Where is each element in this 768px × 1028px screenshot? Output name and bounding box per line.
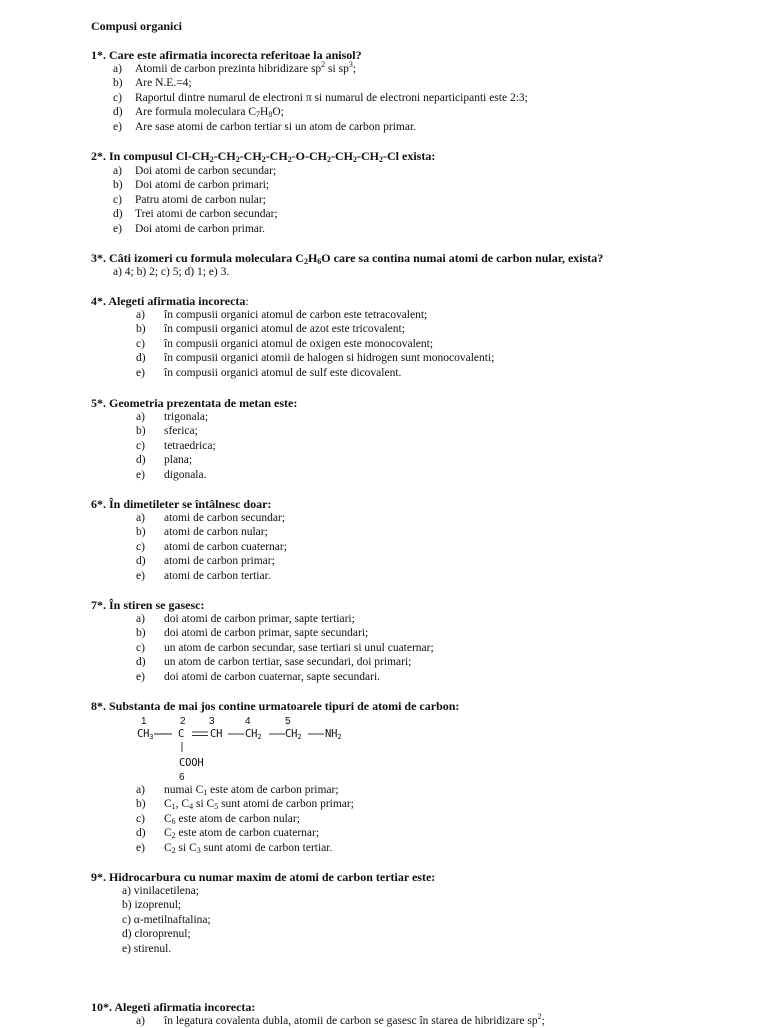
carbon-number-1: 1: [141, 716, 147, 727]
document-title: Compusi organici: [91, 19, 183, 33]
option-text: digonala.: [164, 468, 207, 481]
option-text: atomi de carbon secundar;: [164, 512, 286, 524]
option-letter: b): [136, 323, 146, 336]
option-text: atomi de carbon tertiar.: [164, 569, 271, 582]
option-item: [136, 424, 216, 438]
option-item: b) izoprenul;: [122, 899, 182, 912]
question-1-options: [113, 62, 528, 134]
option-item: [136, 322, 494, 336]
option-letter: b): [136, 526, 146, 539]
option-item: [136, 366, 494, 380]
option-text: Raportul dintre numarul de electroni π si numarul de electroni neparticipanti este 2:3;: [135, 91, 528, 104]
option-letter: a): [136, 613, 145, 625]
option-text: sferica;: [164, 425, 198, 438]
option-item: [113, 91, 528, 105]
option-text: Trei atomi de carbon secundar;: [135, 208, 278, 221]
question-7-options: [136, 612, 434, 684]
option-text: Are sase atomi de carbon tertiar si un atom de carbon primar.: [135, 120, 417, 133]
option-item: [136, 540, 287, 554]
option-item: [136, 783, 354, 797]
option-item: [136, 468, 216, 482]
option-item: d) cloroprenul;: [122, 928, 191, 941]
option-text: în legatura covalenta dubla, atomii de carbon se gasesc în starea de hibridizare $sp^2$;: [164, 1012, 545, 1027]
option-text: Atomii de carbon prezinta hibridizare $sp^2$ si $sp^3$;: [135, 60, 357, 75]
question-3-answers: a) 4; b) 2; c) 5; d) 1; e) 3.: [113, 266, 230, 278]
option-item: [136, 511, 287, 525]
option-text: Doi atomi de carbon primar.: [135, 222, 265, 235]
question-4-heading: 4*. Alegeti afirmatia incorecta:: [91, 294, 249, 308]
question-6-heading: 6*. În dimetileter se întâlnesc doar:: [91, 497, 272, 511]
option-letter: a): [136, 411, 145, 423]
option-item: [136, 641, 434, 655]
option-letter: a): [136, 309, 145, 321]
option-text: un atom de carbon secundar, sase tertiari si unul cuaternar;: [164, 641, 434, 654]
option-letter: c): [113, 193, 122, 206]
option-item: [136, 812, 354, 826]
option-letter: b): [113, 77, 123, 90]
carbon-number-4: 4: [245, 716, 251, 727]
option-letter: e): [136, 366, 145, 379]
option-item: c) α-metilnaftalina;: [122, 913, 211, 926]
question-8-options: [136, 783, 354, 855]
option-item: [113, 193, 278, 207]
option-text: atomi de carbon primar;: [164, 555, 275, 568]
option-text: Patru atomi de carbon nular;: [135, 193, 266, 206]
option-letter: e): [113, 222, 122, 235]
option-letter: e): [136, 841, 145, 854]
structural-formula: [132, 715, 362, 787]
option-item: [136, 337, 494, 351]
option-text: doi atomi de carbon cuaternar, sapte secundari.: [164, 670, 381, 683]
option-letter: b): [136, 425, 146, 438]
option-item: [136, 655, 434, 669]
option-item: [136, 626, 434, 640]
carbon-number-3: 3: [209, 716, 215, 727]
option-item: [136, 453, 216, 467]
option-letter: b): [113, 179, 123, 192]
option-text: atomi de carbon nular;: [164, 526, 268, 539]
question-5-options: [136, 410, 216, 482]
option-text: în compusii organici atomii de halogen si hidrogen sunt monocovalenti;: [164, 352, 495, 365]
option-item: [136, 351, 494, 365]
option-item: [136, 841, 354, 855]
carbon-number-5: 5: [285, 716, 291, 727]
option-letter: c): [136, 812, 145, 825]
option-item: [113, 105, 528, 119]
option-item: [136, 1014, 545, 1028]
option-item: [113, 207, 278, 221]
question-8-heading: 8*. Substanta de mai jos contine urmatoarele tipuri de atomi de carbon:: [91, 699, 460, 713]
question-9-heading: 9*. Hidrocarbura cu numar maxim de atomi de carbon tertiar este:: [91, 870, 436, 884]
option-item: [136, 554, 287, 568]
option-text: doi atomi de carbon primar, sapte tertiari;: [164, 613, 355, 625]
option-text: $C_2$ si $C_3$ sunt atomi de carbon tertiar.: [164, 841, 333, 855]
option-letter: e): [136, 670, 145, 683]
option-text: $C_1$, $C_4$ si $C_5$ sunt atomi de carbon primar;: [164, 798, 354, 812]
option-letter: d): [136, 555, 146, 568]
question-10-options: [136, 1014, 545, 1028]
option-letter: a): [113, 165, 122, 177]
option-letter: a): [136, 1015, 145, 1027]
option-item: [136, 410, 216, 424]
option-text: în compusii organici atomul de oxigen este monocovalent;: [164, 337, 434, 350]
question-7-heading: 7*. În stiren se gasesc:: [91, 598, 205, 612]
option-letter: b): [136, 798, 146, 811]
question-2-heading: 2*. In compusul $Cl-CH_2-CH_2-CH_2-CH_2-O-CH_2-CH_2-CH_2-Cl$ exista:: [91, 149, 436, 164]
group-ch2-first: $CH_2$: [245, 728, 262, 741]
option-text: atomi de carbon cuaternar;: [164, 540, 287, 553]
group-c: C: [178, 728, 185, 740]
option-text: $C_6$ este atom de carbon nular;: [164, 812, 300, 826]
option-letter: b): [136, 627, 146, 640]
option-item: e) stirenul.: [122, 942, 172, 955]
option-letter: d): [136, 827, 146, 840]
option-item: [136, 612, 434, 626]
option-text: un atom de carbon tertiar, sase secundari, doi primari;: [164, 656, 412, 669]
option-item: a) vinilacetilena;: [122, 885, 199, 897]
option-text: trigonala;: [164, 411, 209, 423]
group-ch3: $CH_3$: [137, 728, 154, 741]
option-text: doi atomi de carbon primar, sapte secundari;: [164, 627, 369, 640]
question-9-options: [122, 884, 211, 956]
option-letter: c): [136, 337, 145, 350]
option-item: [136, 569, 287, 583]
option-letter: a): [136, 784, 145, 796]
question-2-options: [113, 164, 278, 236]
option-letter: c): [113, 91, 122, 104]
option-letter: d): [136, 454, 146, 467]
option-letter: d): [136, 352, 146, 365]
option-item: [136, 308, 494, 322]
question-10-heading: 10*. Alegeti afirmatia incorecta:: [91, 1000, 256, 1014]
option-item: [136, 670, 434, 684]
group-ch: CH: [210, 728, 223, 740]
option-letter: d): [113, 106, 123, 119]
question-5-heading: 5*. Geometria prezentata de metan este:: [91, 396, 298, 410]
option-letter: e): [136, 468, 145, 481]
option-item: [136, 826, 354, 840]
group-ch2-second: $CH_2$: [285, 728, 302, 741]
option-text: numai $C_1$ este atom de carbon primar;: [164, 784, 339, 797]
option-letter: c): [136, 641, 145, 654]
question-4-options: [136, 308, 494, 380]
question-1-text: 1*. Care este afirmatia incorecta referitoae la anisol?: [91, 48, 362, 62]
option-letter: a): [113, 63, 122, 75]
option-item: [113, 164, 278, 178]
option-letter: d): [136, 656, 146, 669]
option-text: în compusii organici atomul de sulf este dicovalent.: [164, 366, 402, 379]
option-letter: c): [136, 439, 145, 452]
option-text: Are N.E.=4;: [135, 77, 192, 90]
option-text: în compusii organici atomul de carbon este tetracovalent;: [164, 309, 428, 321]
option-item: [113, 178, 278, 192]
option-letter: a): [136, 512, 145, 524]
option-item: [136, 797, 354, 811]
option-letter: e): [136, 569, 145, 582]
option-text: în compusii organici atomul de azot este tricovalent;: [164, 323, 405, 336]
option-letter: e): [113, 120, 122, 133]
option-item: [136, 525, 287, 539]
option-text: $C_2$ este atom de carbon cuaternar;: [164, 827, 320, 841]
option-item: [113, 76, 528, 90]
carbon-number-2: 2: [180, 716, 186, 727]
option-letter: c): [136, 540, 145, 553]
option-text: Doi atomi de carbon primari;: [135, 179, 270, 192]
group-cooh: COOH: [179, 757, 204, 769]
option-text: plana;: [164, 454, 193, 467]
carbon-number-6: 6: [179, 772, 185, 783]
group-nh2: $NH_2$: [325, 728, 342, 741]
option-letter: d): [113, 208, 123, 221]
option-text: Are formula moleculara $C_7H_8O$;: [135, 106, 284, 120]
option-item: [113, 222, 278, 236]
question-6-options: [136, 511, 287, 583]
question-3-heading: 3*. Câti izomeri cu formula moleculara $C_2H_6O$ care sa contina numai atomi de carbon nular, exista?: [91, 251, 604, 266]
option-item: [136, 439, 216, 453]
option-item: [113, 62, 528, 76]
option-text: Doi atomi de carbon secundar;: [135, 165, 277, 177]
option-text: tetraedrica;: [164, 439, 216, 452]
option-item: [113, 120, 528, 134]
